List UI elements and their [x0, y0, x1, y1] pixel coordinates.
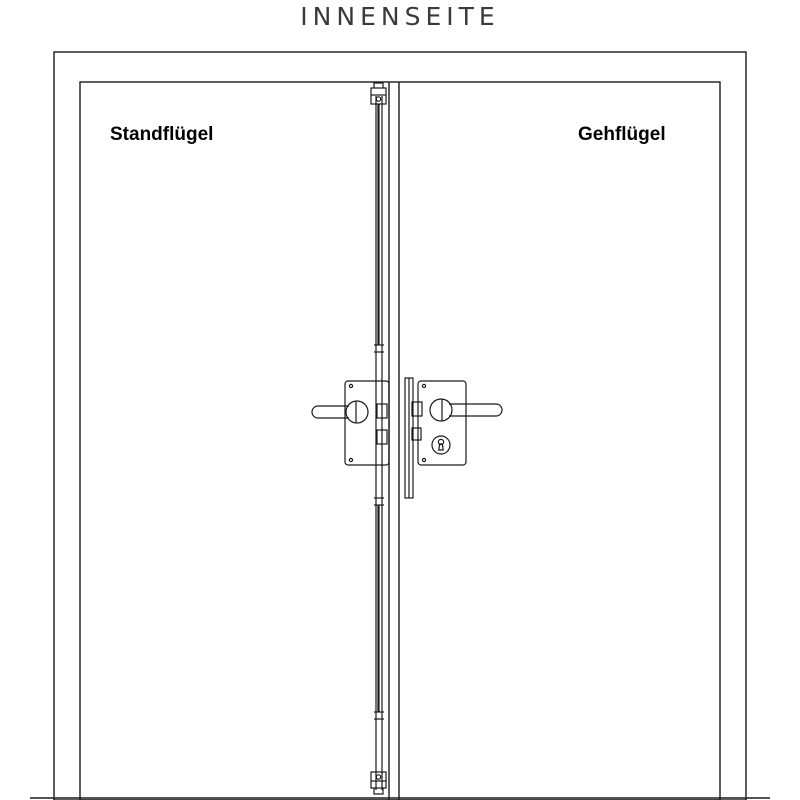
- right-handle: [442, 399, 502, 421]
- bottom-bolt-head: [371, 772, 386, 794]
- door-frame-outer: [54, 52, 746, 800]
- lock-assembly: [312, 378, 502, 498]
- screw-top: [422, 384, 425, 387]
- left-handle-rose: [346, 401, 368, 423]
- cylinder-keyhole: [432, 436, 450, 454]
- screw-left-top: [349, 384, 352, 387]
- page-title: INNENSEITE: [300, 2, 500, 31]
- door-frame-inner: [80, 82, 720, 800]
- right-leaf-label: Gehflügel: [578, 124, 666, 145]
- vertical-flush-bolt-rod: [374, 96, 384, 790]
- right-lock-case: [418, 381, 466, 465]
- left-leaf-label: Standflügel: [110, 124, 214, 145]
- screw-left-bottom: [349, 458, 352, 461]
- screw-bottom: [422, 458, 425, 461]
- right-handle-rose: [430, 399, 452, 421]
- top-bolt-head: [371, 83, 386, 104]
